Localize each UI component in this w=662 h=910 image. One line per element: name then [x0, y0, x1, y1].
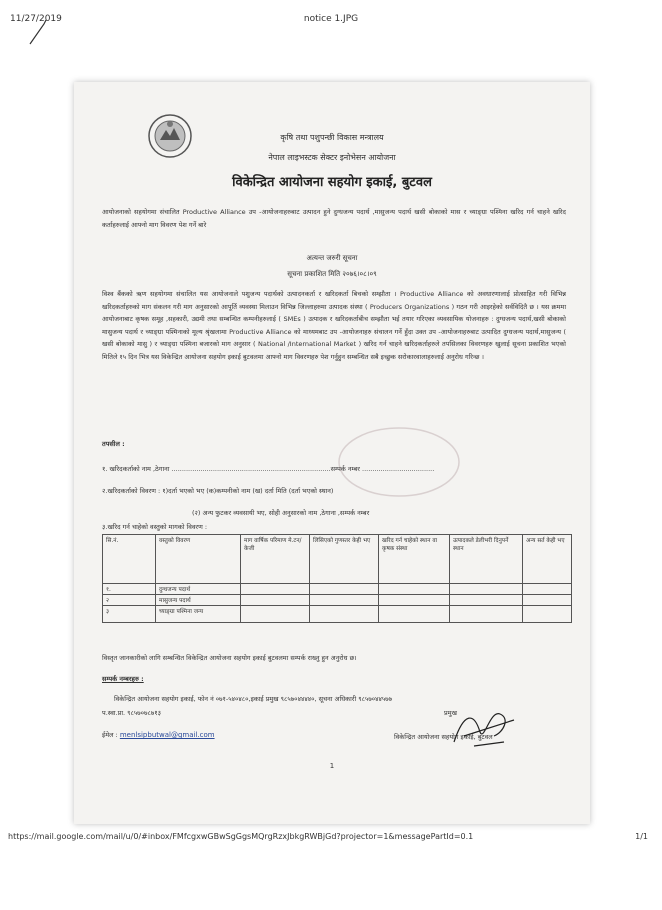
col-purchase-place: खरिद गर्न चाहेको स्थान वा कृषक संस्था	[379, 535, 450, 584]
cell-item: मासुजन्य पदार्थ	[156, 595, 241, 606]
col-quality: लिसिएको गुणस्तर केही भए	[310, 535, 379, 584]
intro-paragraph: आयोजनाको सहयोगमा संचालित Productive Alliance उप -आयोजनाहरुबाट उत्पादन हुने दुग्धजन्य पदार्थ ,मासुजन्य पदार्थ खसी बोकाको मास र च्याङ्ग्रा पश्मिना खरिद गर्न चाहने खरिद कर्ताहरुलाई आफ्नो माग विवरण पेश गर्ने बारे	[102, 208, 566, 229]
handwritten-signature	[444, 702, 524, 752]
cell-empty	[310, 606, 379, 623]
cell-serial: २	[103, 595, 156, 606]
contact-label: सम्पर्क नम्बरहरु :	[102, 675, 144, 683]
details-item-3: ३.खरिद गर्न चाहेको वस्तुको मागको विवरण :	[102, 523, 208, 531]
ministry-name: कृषि तथा पशुपन्छी विकास मन्त्रालय	[280, 133, 384, 142]
contact-line-1: विकेन्द्रित आयोजना सहयोग इकाई, फोन नं ०७१-५४०४८०,इकाई प्रमुख ९८५७०४४४४०, सूचना अधिकारी ९८५७०४४५७७	[114, 695, 393, 703]
cell-empty	[450, 584, 523, 595]
after-table-note: विस्तृत जानकारीको लागि सम्बन्धित विकेन्द्रित आयोजना सहयोग इकाई बुटवलमा सम्पर्क राख्नु हुन अनुरोध छ।	[102, 654, 357, 662]
details-label: तपसील :	[102, 440, 125, 448]
cell-serial: ३	[103, 606, 156, 623]
cell-item: च्याङ्ग्रा पश्मिना जन्य	[156, 606, 241, 623]
print-url: https://mail.google.com/mail/u/0/#inbox/FMfcgxwGBwSgGgsMQrgRzxJbkgRWBjGd?projector=1&messagePartId=0.1	[8, 832, 474, 841]
cell-item: दुग्धजन्य पदार्थ	[156, 584, 241, 595]
cell-serial: १.	[103, 584, 156, 595]
print-page-count: 1/1	[635, 832, 648, 841]
project-name: नेपाल लाइभस्टक सेक्टर इनोभेसन आयोजना	[268, 153, 396, 162]
cell-empty	[379, 584, 450, 595]
demand-table	[102, 534, 572, 623]
cell-empty	[523, 595, 572, 606]
table-row	[103, 606, 572, 623]
page-number: 1	[329, 762, 335, 770]
email-label: ईमेल :	[102, 731, 118, 739]
cell-empty	[310, 584, 379, 595]
chief-label: प्रमुख	[444, 709, 457, 717]
table-row	[103, 595, 572, 606]
details-item-1: १. खरिदकर्ताको नाम ,ठेगाना .............................................................................सम्पर्क नम्बर ...................................	[102, 465, 435, 473]
col-delivery-place: उत्पादकले डेलीभरी दिनुपर्ने स्थान	[450, 535, 523, 584]
office-name: विकेन्द्रित आयोजना सहयोग इकाई, बुटवल	[232, 175, 432, 190]
cell-empty	[523, 606, 572, 623]
cell-empty	[379, 606, 450, 623]
contact-line-2: प.स्वा.प्रा. ९८५७०७८७१३	[102, 709, 161, 717]
table-row	[103, 584, 572, 595]
office-signature-line: विकेन्द्रित आयोजना सहयोग इकाई, बुटवल	[394, 733, 493, 741]
col-serial: सि.नं.	[103, 535, 156, 584]
notice-date: सूचना प्रकाशित मिति २०७६।०८।०९	[287, 270, 377, 278]
cell-empty	[379, 595, 450, 606]
notice-document	[74, 82, 590, 824]
col-quantity: माग वार्षिक परिमाण मे.टन/केजी	[241, 535, 310, 584]
cell-empty	[450, 595, 523, 606]
table-header-row	[103, 535, 572, 584]
print-title: notice 1.JPG	[303, 14, 359, 24]
notice-body: विश्व बैंकको ऋण सहयोगमा संचालित यस आयोजनाले पशुजन्य पदार्थको उत्पादनकर्ता र खरिदकर्ता बिचको सम्झौता । Productive Alliance को अवधारणालाई प्रोत्साहित गरी विभिन्न खरिदकर्ताहरुको माग संकलन गरी माग अनुसारको आपूर्ति व्यवस्था मिलाउन विभिन्न जिल्लाहरुमा उत्पादक संस्था ( Producers Organizations ) गठन गरी आइरहेको सर्वविदितै छ । यस क्रममा आयोजनाबाट कृषक समूह ,सहकारी, उद्यमी तथा सम्बन्धित कम्पनीहरुलाई ( SMEs ) उत्पादक र खरिदकर्ताबीच सम्झौता भई तयार गरिएका व्यवसायिक योजनाहरु : दुग्धजन्य पदार्थ,खसी बोकाको मासुजन्य पदार्थ र च्याङ्ग्रा पश्मिनाको मूल्य श्रृंखलामा Productive Alliance को माध्यमबाट उप -आयोजनाहरु संचालन गर्ने हुँदा उक्त उप -आयोजनाहरुबाट उत्पादित दुग्धजन्य पदार्थ,मासुजन्य ( खसी बोकाको मासु ) र च्याङ्ग्रा पश्मिना बजारको माग अनुसार ( National /International Market ) खरिद गर्न चाहने खरिदकर्ताहरुले तपसिलका विवरणहरु खुलाई सूचना प्रकाशित भएको मितिले १५ दिन भित्र यस विकेन्द्रित आयोजना सहयोग इकाई बुटवलमा आफ्नो माग विवरणहरु पेश गर्नुहुन सम्बन्धित सबै इच्छुक सरोकारवालाहरुलाई अनुरोध गरिन्छ ।	[102, 290, 566, 361]
cell-empty	[450, 606, 523, 623]
details-item-2: २.खरिदकर्ताको विवरण : १)दर्ता भएको भए (क)कम्पनीको नाम (ख) दर्ता मिति (दर्ता भएको स्थान)	[102, 487, 334, 495]
cell-empty	[241, 606, 310, 623]
col-item: वस्तुको विवरण	[156, 535, 241, 584]
cell-empty	[523, 584, 572, 595]
print-date: 11/27/2019	[10, 14, 62, 24]
pen-scribble-mark	[28, 18, 48, 46]
details-item-2b: (२) अन्य फुटकर व्यवसायी भए, सोही अनुसारको नाम ,ठेगाना ,सम्पर्क नम्बर	[192, 509, 370, 517]
email-link[interactable]: menlsipbutwal@gmail.com	[119, 731, 215, 739]
col-other-terms: अन्य सर्त केही भए	[523, 535, 572, 584]
cell-empty	[241, 584, 310, 595]
cell-empty	[241, 595, 310, 606]
cell-empty	[310, 595, 379, 606]
notice-heading: अत्यन्त जरुरी सूचना	[306, 254, 358, 262]
